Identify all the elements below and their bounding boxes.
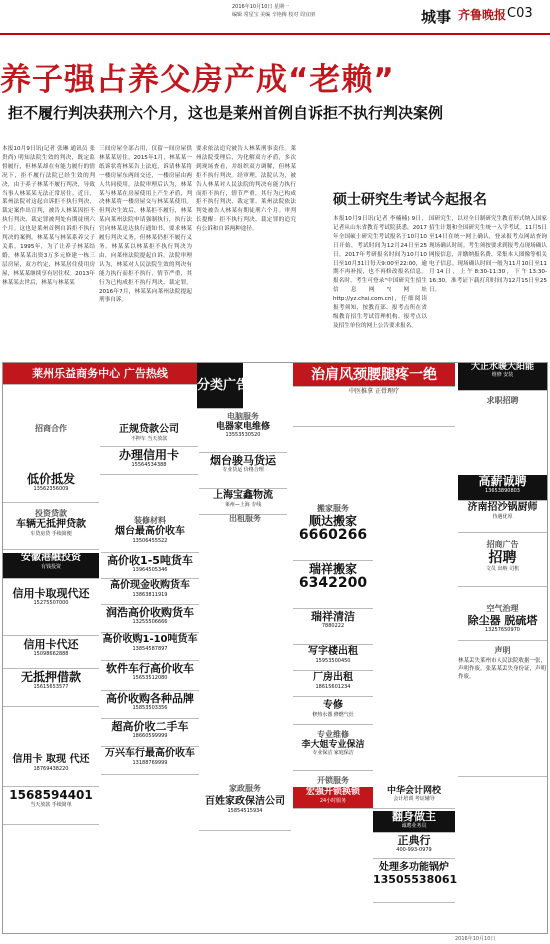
ad-item: 正规贷款公司 不押车 当天放款 <box>100 425 198 447</box>
ad-item: 招聘 文员 出纳 司机 <box>458 551 547 587</box>
subheadline: 拒不履行判决获刑六个月，这也是莱州首例自诉拒不执行判决案例 <box>8 104 444 122</box>
notice-text: 林某丢失莱州市人民法院收据一张，声明作废。张某某丢失身份证，声明作废。 <box>458 657 547 777</box>
ad-item: 正典行 400-993-0979 <box>373 835 455 859</box>
page-header <box>0 0 550 28</box>
ad-item: 写字楼出租 15953500450 <box>293 647 373 671</box>
ad-item: 宏强开锁换锁 24小时服务 <box>293 787 373 809</box>
category-label: 招商广告 <box>486 540 519 549</box>
classified-big-title: 分类广告 <box>197 363 243 409</box>
notice-title: 声明 <box>494 646 511 655</box>
ad-item: 信用卡 取现 代还 18769438220 <box>3 755 99 787</box>
ad-item: 超高价收二手车 18660599999 <box>101 721 199 747</box>
ad-item: 高价收1-5吨货车 13964505346 <box>101 555 199 579</box>
ad-item: 软件车行高价收车 15653512080 <box>101 663 199 691</box>
article-column-3: 要求依法追究被告人林某刑事责任。莱州法院受理后，为化解双方矛盾，多次到现场查看，并组织双方调解，但林某拒不执行判决。经审理，法院认为，被告人林某对人民法院的判决有能力执行而拒不执行，情节严重，其行为已构成拒不执行判决、裁定罪。莱州法院依法判处被告人林某有期徒刑六个月。审判长提醒：拒不执行判决、裁定罪的追究有公诉和自诉两种途径。 <box>196 146 296 233</box>
ad-item: 处理多功能锅炉 13505538061 <box>373 863 455 903</box>
section-name: 城事 <box>421 8 452 26</box>
brand-logo: 齐鲁晚报 <box>458 8 507 22</box>
classified-ads-section <box>2 362 548 934</box>
category-label: 开锁服务 <box>317 776 349 785</box>
ad-item: 低价抵发 13562356009 <box>3 473 99 503</box>
footer-date: 2016年10月10日 <box>455 936 496 942</box>
exam-article-column-1: 本报10月9日讯(记者 李楠楠) 9日，记者从山东省教育考试院获悉，2017年全国硕士研究生考试报名于10月10日开始，考试时间为12月24日至25日。2017年考研报名时间为10月10日至10月31日每天9:00至22:00，逾期不再补报，也不再修改报名信息。报名时，考生可登录"中国研究生招生信息网"(网址http://yz.chsi.com.cn)，仔细阅读报考须知，按教育部、报考点所在省级教育招生考试管理机构、报考点以及招生单位的网上公告要求报名。 <box>333 216 427 329</box>
category-label: 空气治理 <box>486 604 519 613</box>
article-column-1: 本报10月9日讯(记者 张琳 通讯员 张贵尚) 明知法院生效的判决，既定监督履行，但林某却在有能力履行的情况下，拒不履行法院已经生效的判决，由于养子林某不履行判决，导致当事人林某某无法正常居住。近日，莱州法院对这起自诉拒不执行判决、裁定案作出宣判，被告人林某因拒不执行判决、裁定罪被判处有期徒刑六个月。这也是莱州首例自诉拒不执行判决的案例。林某某与林某系养父子关系，1995年，为了让养子林某结婚，林某某出资3万多元修建一栋三层房屋，双方约定，林某居住使用房屋，林某某继续享有居住权。2013年林某某去世后，林某与林某某 <box>2 146 95 286</box>
ad-item: 瑞祥清洁 7880222 <box>293 611 373 645</box>
ad-item: 除尘器 脱硫塔 13257650970 <box>458 615 547 641</box>
ad-item: 无抵押借款 15615653577 <box>3 671 99 707</box>
category-label: 求职招聘 <box>486 396 519 405</box>
ad-item: 济南招沙锅厨师 待遇优厚 <box>458 503 547 533</box>
category-label: 出租服务 <box>229 514 261 523</box>
ad-item: 烟台骏马货运 专业货运 价格合理 <box>199 455 287 489</box>
headline: 养子强占养父房产成“老赖” <box>0 62 395 98</box>
ad-item: 瑞祥搬家 6342200 <box>293 563 373 609</box>
ad-item: 电器家电维修 13553530520 <box>199 423 287 453</box>
ad-item: 安徽港融投资 有钱投资 <box>3 553 99 579</box>
ad-item: 上海宝鑫物流 莱州—上海 专线 <box>199 491 287 515</box>
ad-item: 信用卡取现代还 15275507000 <box>3 588 99 636</box>
page-number: C03 <box>507 6 533 21</box>
ad-item: 高薪诚聘 13653890803 <box>458 475 547 501</box>
ad-item: 顺达搬家 6660266 <box>293 515 373 561</box>
category-label: 装修材料 <box>134 516 166 525</box>
ad-item: 中医推拿 正骨理疗 <box>293 387 455 427</box>
ad-item: 高价现金收购货车 13863811919 <box>101 581 199 605</box>
ad-item: 高价收购1-10吨货车 13854587897 <box>101 635 199 661</box>
ad-item: 办理信用卡 15564534388 <box>100 449 198 475</box>
classified-header: 莱州乐益商务中心 广告热线 <box>3 363 197 385</box>
ad-item: 李大姐专业保洁 专业保洁 家庭保洁 <box>293 741 373 771</box>
category-label: 专业维修 <box>317 730 349 739</box>
ad-item: 1568594401 当天放款 手续简单 <box>3 789 99 825</box>
ad-item: 大正水暖大阳能 维修 安装 <box>458 363 547 391</box>
category-label: 搬家服务 <box>317 504 349 513</box>
ad-item: 治肩风颈腰腿疼一绝 <box>293 363 455 387</box>
ad-item: 百姓家政保洁公司 15854515934 <box>199 797 291 831</box>
ad-item: 万兴车行最高价收车 13188769999 <box>101 749 199 775</box>
category-label: 电脑服务 <box>227 412 259 421</box>
category-label: 家政服务 <box>229 784 261 793</box>
ad-item: 信用卡代还 15098662888 <box>3 639 99 669</box>
category-label: 招商合作 <box>35 424 67 433</box>
header-rule <box>0 33 550 35</box>
ad-item: 车辆无抵押贷款 车贷房贷 手续简便 <box>3 520 99 550</box>
ad-item: 中华会计网校 会计培训 考证辅导 <box>373 787 455 809</box>
ad-item: 专修 修热水器 修燃气灶 <box>293 701 373 725</box>
staff-line: 编辑 常星宝 美编 辛艳梅 校对 周宜朋 <box>232 12 315 18</box>
ad-item: 厂房出租 18615601234 <box>293 673 373 697</box>
date-line: 2016年10月10日 星期一 <box>232 4 290 10</box>
exam-article-column-2: 国研究生，以对全日制研究生教育形式纳入国家招生计划和全国研究生统一入学考试。11月5日至14日在统一网上确认，登录报考点网站查询现场确认时间。考生须按要求到报考点现场确认网报信息，并缴纳报名费、采集本人图像等相关电子信息。现场确认时间一般为11月10日至11月14日，上午8:30-11:30，下午13:30-16:30。准考证下载打印时间为12月15日至25日。 <box>429 216 547 294</box>
ad-item: 烟台最高价收车 13506455522 <box>101 527 199 553</box>
ad-item: 翻身做主 诚聘业务员 <box>373 811 455 833</box>
exam-article-title: 硕士研究生考试今起报名 <box>333 192 487 208</box>
article-column-2: 三间房屋全部占用，仅留一间房屋供林某某居住。2015年1月，林某某一纸诉状将林某告上法庭，诉请林某将一楼房屋东两间交还，一楼房屋由两人共同使用。法院审理后认为，林某某与林某在房屋使用上产生矛盾，判决林某将一楼房屋交与林某某使用。但判决生效后，林某拒不履行，林某某向莱州法院申请强制执行，执行法官向林某送达执行通知书，要求林某履行判决义务，但林某仍拒不履行义务。林某某以林某拒不执行判决为由，向莱州法院提起自诉。法院审理认为，林某对人民法院生效的判决有能力执行而拒不执行，情节严重，其行为已构成拒不执行判决、裁定罪。2016年7月，林某某向莱州法院提起刑事自诉。 <box>99 146 192 304</box>
category-label: 投资贷款 <box>35 509 67 518</box>
ad-item: 高价收购各种品牌 15853503356 <box>101 693 199 719</box>
ad-item: 润浩高价收购货车 13255506666 <box>101 607 199 633</box>
